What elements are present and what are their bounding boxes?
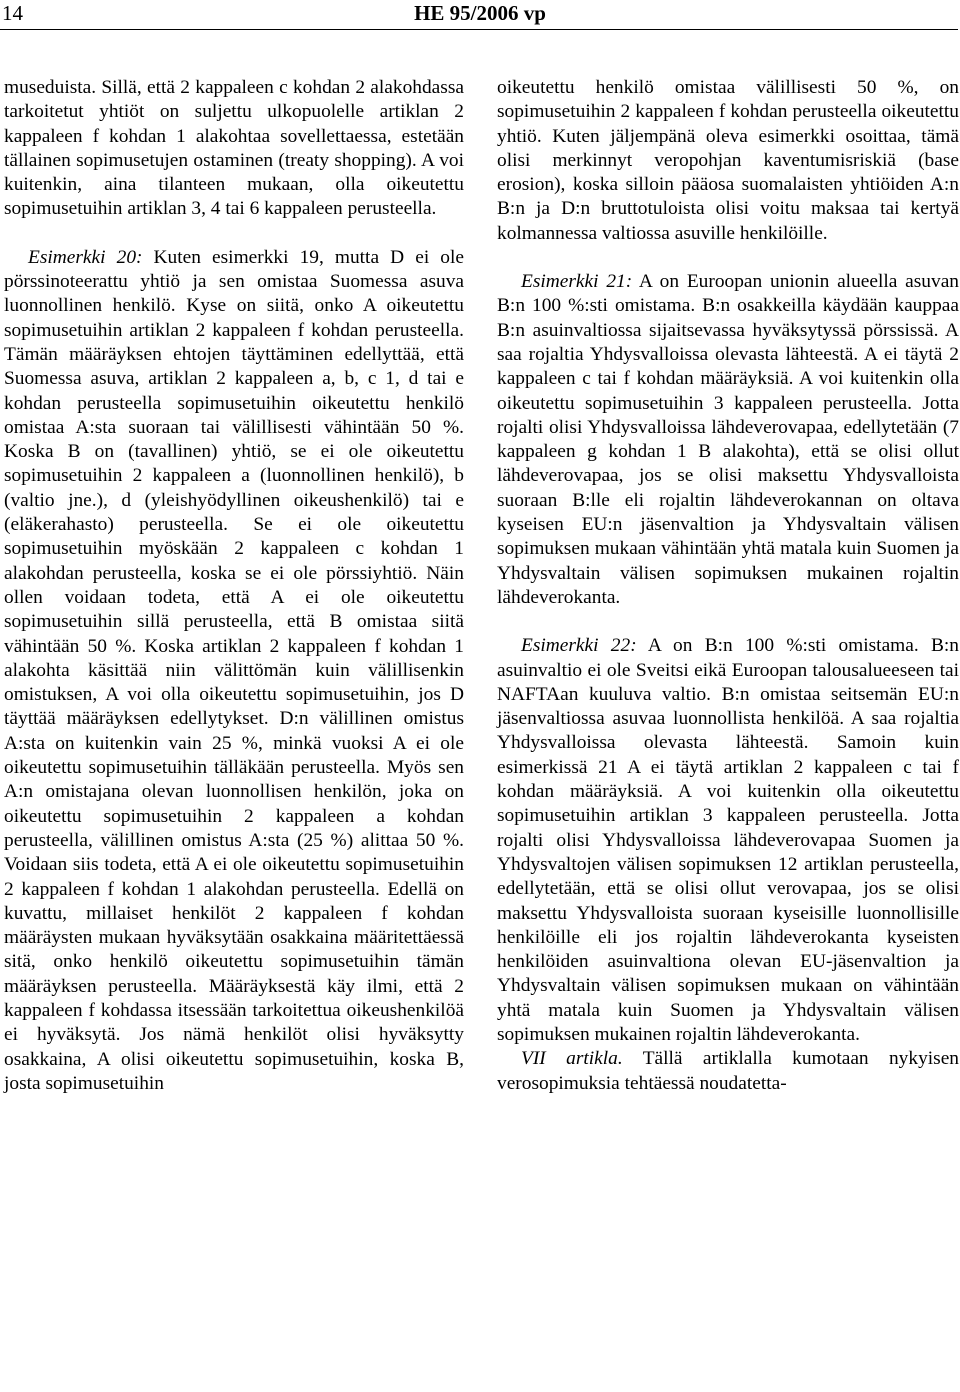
article-vii-text: Tällä artiklalla kumotaan nykyisen verosopimuksia tehtäessä noudatetta- [497, 1048, 959, 1094]
example-22-text: A on B:n 100 %:sti omistama. B:n asuinvaltio ei ole Sveitsi eikä Euroopan talousalueeseen tai NAFTAan kuuluva valtio. B:n omistaa seitsemän EU:n jäsenvaltiossa asuvaa luonnollista henkilöä. A saa rojaltia Yhdysvalloissa olevasta lähteestä. Samoin kuin esimerkissä 21 A ei täytä artiklan 2 kappaleen c tai f kohdan määräyksiä. A voi kuitenkin olla oikeutettu sopimusetuihin artiklan 3 kappaleen perusteella. Jotta rojalti olisi Yhdysvalloissa lähdeverovapaa Suomen ja Yhdysvaltojen välisen sopimuksen 12 artiklan perusteella, edellytetään, että se olisi ollut verovapaa, jos se olisi maksettu Yhdysvalloista suoraan kyseisille luonnollisille henkilöille eli jos rojaltin lähdeverokanta kyseisten henkilöiden asuinvaltiona olevan EU-jäsenvaltion ja Yhdysvaltain välisen sopimuksen mukaan on vähintään yhtä matala kuin Suomen ja Yhdysvaltain välisen sopimuksen mukainen rojaltin lähdeverokanta. [497, 635, 959, 1045]
page-number: 14 [2, 1, 23, 25]
example-20-text: Kuten esimerkki 19, mutta D ei ole pörssinoteerattu yhtiö ja sen omistaa Suomessa asuva luonnollinen henkilö. Kyse on siitä, onko A oikeutettu sopimusetuihin artiklan 2 kappaleen f kohdan perusteella. Tämän määräyksen ehtojen täyttäminen edellyttää, että Suomessa asuva, artiklan 2 kappaleen a, b, c 1, d tai e kohdan perusteella sopimusetuihin oikeutettu henkilö omistaa A:sta suoraan tai välillisesti vähintään 50 %. Koska B on (tavallinen) yhtiö, se ei ole oikeutettu sopimusetuihin 2 kappaleen a (luonnollinen henkilö), b (valtio jne.), d (yleishyödyllinen oikeushenkilö) tai e (eläkerahasto) perusteella. Se ei ole oikeutettu sopimusetuihin myöskään 2 kappaleen c kohdan 1 alakohdan perusteella, koska se ei ole pörssiyhtiö. Näin ollen voidaan todeta, että A ei ole oikeutettu sopimusetuihin sillä perusteella, että B omistaa siitä vähintään 50 %. Koska artiklan 2 kappaleen f kohdan 1 alakohta käsittää niin välittömän kuin välillisenkin omistuksen, A voi olla oikeutettu sopimusetuihin, jos D täyttää määräyksen edellytykset. D:n välillinen omistus A:sta on kuitenkin vain 25 %, minkä vuoksi A ei ole oikeutettu sopimusetuihin tälläkään perusteella. Myös sen A:n omistajana olevan luonnollisen henkilön, joka on oikeutettu sopimusetuihin 2 kappaleen a kohdan perusteella, välillinen omistus A:sta (25 %) alittaa 50 %. Voidaan siis todeta, että A ei ole oikeutettu sopimusetuihin 2 kappaleen f kohdan 1 alakohdan perusteella. Edellä on kuvattu, millaiset henkilöt 2 kappaleen f kohdan määräysten mukaan hyväksytään osakkaina määritettäessä sitä, onko henkilö oikeutettu sopimusetuihin tämän määräyksen perusteella. Määräyksestä käy ilmi, että 2 kappaleen f kohdassa itsessään tarkoitettua oikeushenkilöä ei hyväksytä. Jos nämä henkilöt olisi hyväksytty osakkaina, A olisi oikeutettu sopimusetuihin, koska B, josta sopimusetuihin [4, 246, 464, 1094]
article-vii-label: VII artikla. [521, 1048, 623, 1070]
left-column [4, 76, 464, 1096]
example-21-paragraph [497, 270, 959, 610]
right-column [497, 76, 959, 1096]
example-20-paragraph [4, 246, 464, 1096]
page-header [0, 0, 960, 30]
example-22-label: Esimerkki 22: [521, 635, 637, 657]
document-id: HE 95/2006 vp [414, 1, 546, 25]
paragraph-continuation-right: oikeutettu henkilö omistaa välillisesti 50 %, on sopimusetuihin 2 kappaleen f kohdan perusteella oikeutettu yhtiö. Kuten jäljempänä oleva esimerkki osoittaa, tämä olisi merkinnyt veropohjan kaventumisriskiä (base erosion), koska silloin pääosa suomalaisten yhtiöiden A:n B:n ja D:n bruttotuloista olisi voitu maksaa tai kertyä kolmannessa valtiossa asuville henkilöille. [497, 77, 959, 244]
header-rule [0, 29, 958, 30]
example-21-text: A on Euroopan unionin alueella asuvan B:n 100 %:sti omistama. B:n osakkeilla käydään kauppaa B:n asuinvaltiossa sijaitsevassa hyväksytyssä pörssissä. A saa rojaltia Yhdysvalloissa olevasta lähteestä. A ei täytä 2 kappaleen c tai f kohdan määräyksiä. A voi kuitenkin olla oikeutettu sopimusetuihin 3 kappaleen perusteella. Jotta rojalti olisi Yhdysvalloissa lähdeverovapaa, edellytetään (7 kappaleen g kohdan 1 B alakohta), että se olisi ollut lähdeverovapaa, jos se olisi maksettu Yhdysvalloista suoraan B:lle eli rojaltin lähdeverokannan on oltava kyseisen EU:n jäsenvaltion ja Yhdysvaltain välisen sopimuksen mukaan vähintään yhtä matala kuin Suomen ja Yhdysvaltain välisen sopimuksen mukainen rojaltin lähdeverokanta. [497, 271, 959, 608]
example-22-paragraph [497, 634, 959, 1047]
paragraph-continuation: museduista. Sillä, että 2 kappaleen c kohdan 2 alakohdassa tarkoitetut yhtiöt on suljettu ulkopuolelle artiklan 2 kappaleen f kohdan 1 alakohtaa sovellettaessa, estetään tällainen sopimusetujen ostaminen (treaty shopping). A voi kuitenkin, aina tilanteen mukaan, olla oikeutettu sopimusetuihin artiklan 3, 4 tai 6 kappaleen perusteella. [4, 77, 464, 220]
example-21-label: Esimerkki 21: [521, 271, 633, 293]
example-20-label: Esimerkki 20: [28, 246, 143, 268]
article-vii-paragraph [497, 1047, 959, 1096]
